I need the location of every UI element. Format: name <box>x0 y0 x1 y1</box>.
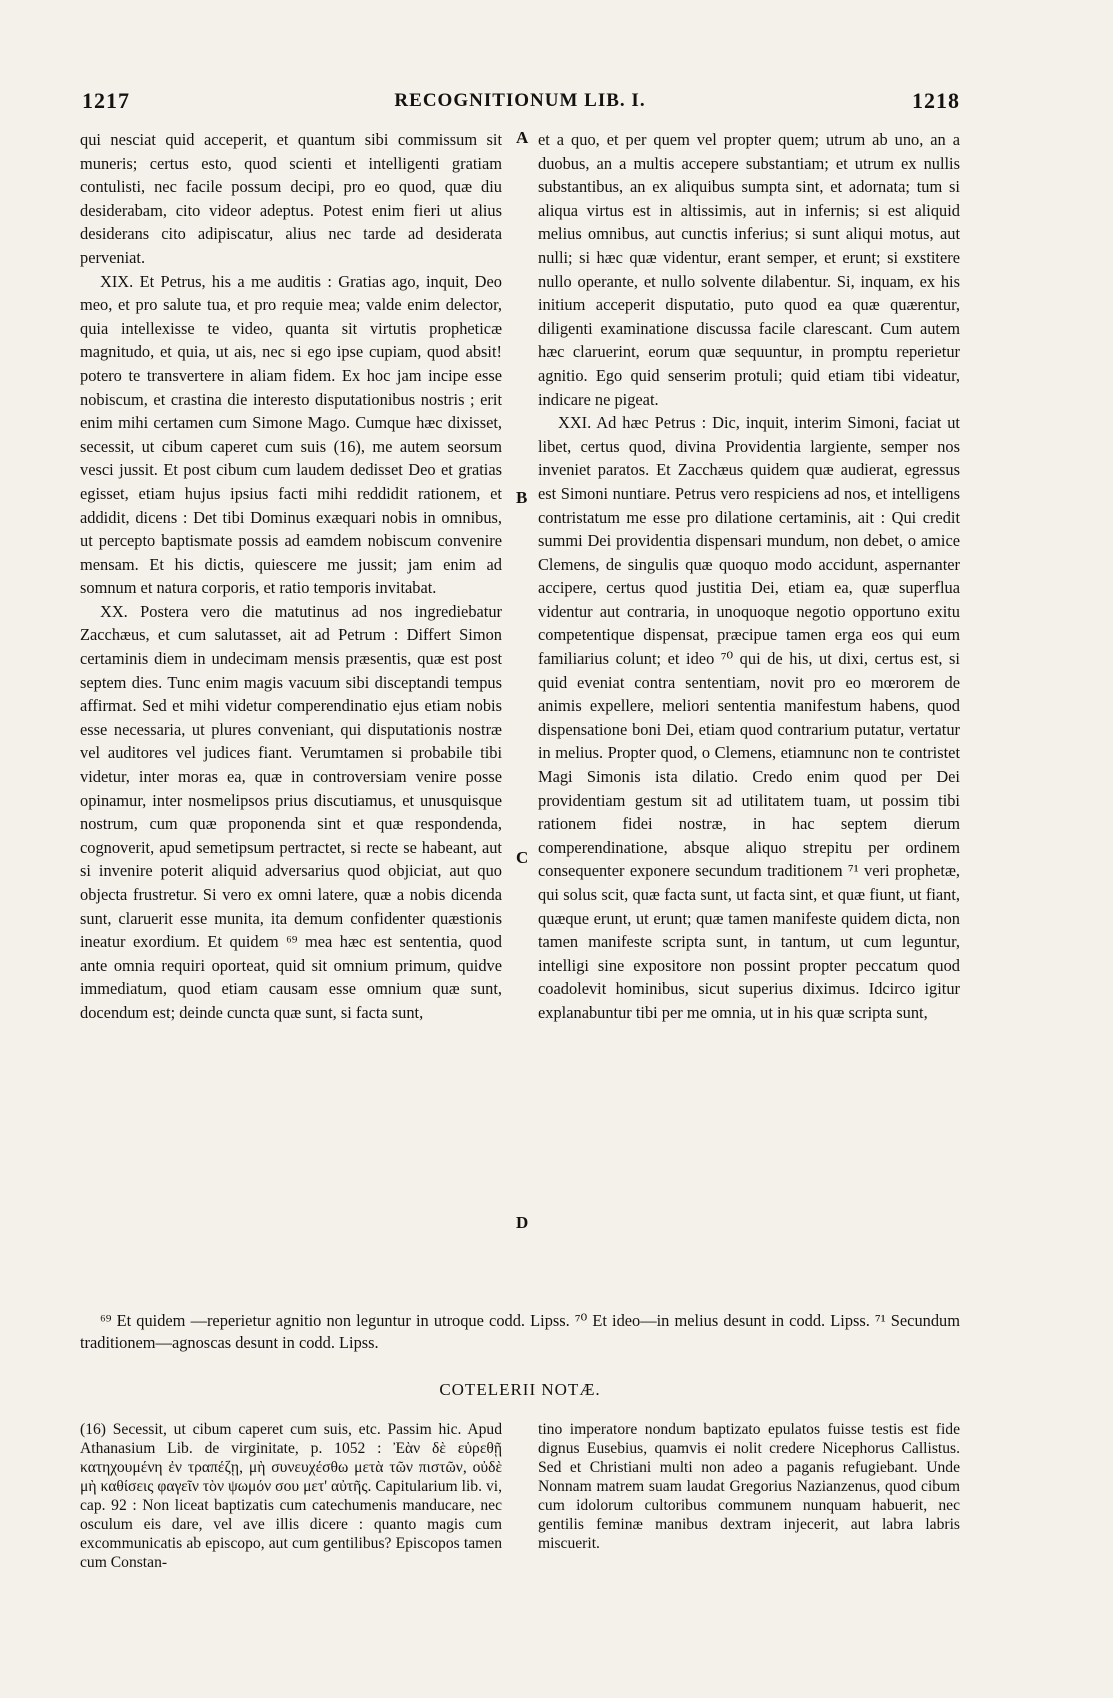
cotelerii-notes <box>80 1420 960 1580</box>
paragraph: et a quo, et per quem vel propter quem; utrum ab uno, an a duobus, an a multis accepere substantiam; et utrum ex nullis substantibus, an ex aliquibus sumpta sint, et adornata; tum si aliqua virtus est in altissimis, aut in infernis; si est aliquid melius omnibus, aut cunctis inferius; si sunt aliqui motus, aut nulli; si hæc quæ videntur, erant semper, et erunt; si exstitere nullo operante, et nullo solvente dilabentur. Si, inquam, ex his initium acceperit disputatio, puto quod ea quæ quærentur, diligenti examinatione discussa facile clarescant. Cum autem hæc claruerint, eorum quæ sequuntur, in promptu reperietur agnitio. Ego quid senserim protuli; quid etiam tibi videatur, indicare ne pigeat. <box>538 130 960 409</box>
margin-letter-d: D <box>516 1213 529 1232</box>
right-text-column <box>538 128 960 1025</box>
note-16: (16) Secessit, ut cibum caperet cum suis, etc. Passim hic. Apud Athanasium Lib. de virginitate, p. 1052 : Ἐὰν δὲ εὑρεθῇ κατηχουμένη ἐν τραπέζῃ, μὴ συνευχέσθω μετὰ τῶν πιστῶν, οὐδὲ μὴ καθίσεις φαγεῖν τὸν ψωμόν σου μετ' αὐτῆς. Capitularium lib. vi, cap. 92 : Non liceat baptizatis cum catechumenis manducare, nec osculum eis dare, vel ave illis dicere : quanto magis cum excommunicatis ab episcopo, aut cum gentilibus? Episcopos tamen cum Constan- <box>80 1421 502 1571</box>
footnotes <box>80 1310 960 1354</box>
margin-letter-a: A <box>516 128 529 147</box>
notes-left-column <box>80 1420 502 1572</box>
notes-right-column <box>538 1420 960 1553</box>
section-xix: XIX. Et Petrus, his a me auditis : Gratias ago, inquit, Deo meo, et pro salute tua, et pro requie mea; valde enim delector, quia intellexisse te video, quanta sit virtutis propheticæ magnitudo, et quia, ut ais, nec si ego ipse cupiam, quod absit! potero te transvertere in aliam fidem. Ex hoc jam incipe esse nobiscum, et crastina die interesto disputationibus nostris ; erit enim mihi certamen cum Simone Mago. Cumque hæc dixisset, secessit, ut cibum caperet cum suis (16), me autem seorsum vesci jussit. Et post cibum cum laudem dedisset Deo et gratias egisset, etiam hujus ipsius facti mihi reddidit rationem, et addidit, dicens : Det tibi Dominus exæquari nobis in omnibus, ut percepto baptismate possis ad eamdem nobiscum convenire mensam. Et his dictis, quiescere me jussit; jam enim ad somnum et natura corporis, et ratio temporis invitabat. <box>80 271 502 598</box>
left-column-number: 1217 <box>82 88 130 113</box>
margin-letter-b: B <box>516 488 528 507</box>
running-title: RECOGNITIONUM LIB. I. <box>394 90 646 111</box>
note-16-continued: tino imperatore nondum baptizato epulatos fuisse testis est fide dignus Eusebius, quamvis ei nolit credere Nicephorus Callistus. Sed et Christiani multi non adeo a paganis refugiebant. Unde Nonnam matrem suam laudat Gregorius Nazianzenus, quod cibum cum idolorum cultoribus communem nunquam habuerit, nec gentilis feminæ manibus dextram injecerit, aut labra labris miscuerit. <box>538 1421 960 1552</box>
margin-letter-c: C <box>516 848 529 867</box>
section-xxi: XXI. Ad hæc Petrus : Dic, inquit, interim Simoni, faciat ut libet, certus quod, divina Providentia largiente, semper nos inveniet paratos. Et Zacchæus quidem quæ audierat, egressus est Simoni nuntiare. Petrus vero respiciens ad nos, et intelligens contristatum me esse pro dilatione certaminis, ait : Qui credit summi Dei providentia dispensari mundum, non debet, o amice Clemens, de singulis quæ quoquo modo accidunt, aspernanter accipere, certus quod justitia Dei, etiam ea, quæ superflua videntur aut contraria, in unoquoque negotio opportuno exitu competentique dispensat, præcipue tamen erga eos qui eum familiarius colunt; et ideo ⁷⁰ qui de his, ut dixi, certus est, si quid eveniat contra sententiam, novit pro eo mœrorem de animis expellere, meliori sententia manifestum habens, quod dispensatione boni Dei, etiam quod contrarium putatur, vertatur in melius. Propter quod, o Clemens, etiamnunc non te contristet Magi Simonis ista dilatio. Credo enim quod per Dei providentiam gestum sit ad utilitatem tuam, ut possim tibi rationem fidei nostræ, in hac septem dierum comperendinatione, absque aliquo strepitu per ordinem consequenter exponere secundum traditionem ⁷¹ veri prophetæ, qui solus scit, quæ facta sunt, ut facta sint, et quæ fiunt, ut fiant, quæque erunt, ut erunt; quæ tamen manifeste quidem dicta, non tamen manifeste scripta sunt, in tantum, ut cum leguntur, intelligi sine expositore non possint propter peccatum quod coadolevit hominibus, sicut superius diximus. Idcirco igitur explanabuntur tibi per me omnia, ut in his quæ scripta sunt, <box>538 413 960 1022</box>
notes-heading: COTELERII NOTÆ. <box>439 1380 601 1399</box>
paragraph: qui nesciat quid acceperit, et quantum sibi commissum sit muneris; certus esto, quod scienti et intelligenti gratiam contulisti, nec facile possum decipi, pro eo quod, quæ diu desiderabam, cito videor adeptus. Potest enim fieri ut alius desiderans cito adipiscatur, alius nec tarde ad desiderata perveniat. <box>80 130 502 267</box>
section-xx: XX. Postera vero die matutinus ad nos ingrediebatur Zacchæus, et cum salutasset, ait ad Petrum : Differt Simon certaminis diem in undecimam mensis præsentis, quæ est post septem dies. Tunc enim magis vacuum sibi disceptandi tempus affirmat. Sed et mihi videtur comperendinatio ejus etiam nobis esse necessaria, ut plures conveniant, qui disputationis nostræ vel auditores vel judices fiant. Verumtamen si probabile tibi videtur, inter moras ea, quæ in controversiam venire posse opinamur, inter nosmelipsos prius discutiamus, et unusquisque nostrum, cum quæ proponenda sint et quæ respondenda, cognoverit, apud semetipsum pertractet, si recte se habeant, aut si invenire poterit aliquid adversarius quod objiciat, aut quo objecta frustretur. Si vero ex omni latere, quæ a nobis dicenda sunt, claruerit esse munita, ita demum confidenter quæstionis ineatur exordium. Et quidem ⁶⁹ mea hæc est sententia, quod ante omnia requiri oporteat, quid sit omnium primum, quidve immediatum, quod etiam causam esse omnium quæ sunt, docendum est; deinde cuncta quæ sunt, si facta sunt, <box>80 601 502 1022</box>
left-text-column <box>80 128 502 1025</box>
running-head <box>80 88 960 118</box>
main-text <box>80 128 960 1300</box>
footnote-text: ⁶⁹ Et quidem —reperietur agnitio non leguntur in utroque codd. Lipss. ⁷⁰ Et ideo—in melius desunt in codd. Lipss. ⁷¹ Secundum traditionem—agnoscas desunt in codd. Lipss. <box>80 1311 960 1352</box>
right-column-number: 1218 <box>912 88 960 113</box>
